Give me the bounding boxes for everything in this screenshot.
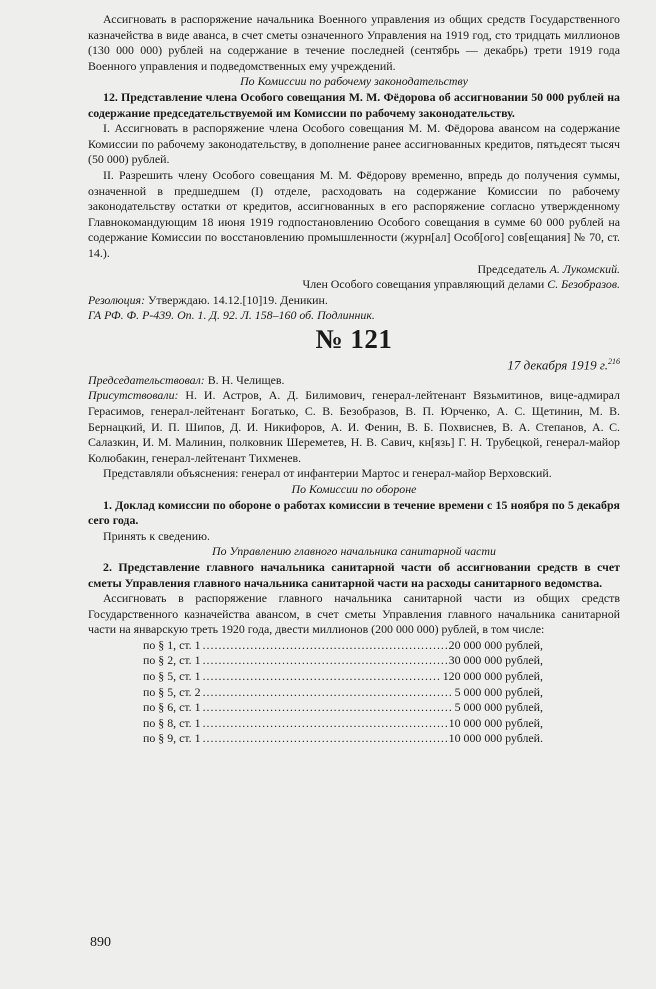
allocation-row <box>143 716 543 732</box>
attendees-label: Присутствовали: <box>88 388 179 403</box>
allocation-ref: по § 8, ст. 1 <box>143 715 201 730</box>
allocation-amount: 10 000 000 рублей, <box>448 715 543 730</box>
document-number: № 121 <box>315 323 393 354</box>
chair-line <box>88 373 620 389</box>
chair-label: Председательствовал: <box>88 372 205 387</box>
document-date-text: 17 декабря 1919 г. <box>507 357 608 373</box>
item-12-paragraph-1: I. Ассигновать в распоряжение члена Особого совещания М. М. Фёдорова авансом на содержание Комиссии по рабочему законодательству, в дополнение ранее ассигнованных кредитов, пятьдесят тысяч (50 000) рублей. <box>88 121 620 167</box>
dot-leader <box>203 653 447 669</box>
dot-leader <box>203 716 447 732</box>
signature-chairman-name: А. Лукомский. <box>549 261 620 276</box>
allocation-ref: по § 5, ст. 1 <box>143 669 201 684</box>
allocation-amount: 5 000 000 рублей, <box>454 700 543 715</box>
allocation-row <box>143 700 543 716</box>
signature-secretary-label: Член Особого совещания управляющий делами <box>302 277 545 292</box>
resolution-text: Утверждаю. 14.12.[10]19. Деникин. <box>148 292 328 307</box>
item-12-paragraph-2: II. Разрешить члену Особого совещания М. М. Фёдорову временно, впредь до получения суммы, означенной в предшедшем (I) отделе, расходовать на содержание Комиссии по рабочему законодательству остатки от кредитов, ассигнованных в его распоряжение согласно утвержденному Главнокомандующим 18 июня 1919 годпостановлению Особого совещания в сумме 60 000 рублей на содержание Комиссии по восстановлению промышленности (журн[ал] Особ[ого] сов[ещания] № 70, ст. 14.). <box>88 167 620 260</box>
item-1-heading: 1. Доклад комиссии по обороне о работах комиссии в течение времени с 15 ноября по 5 декабря сего года. <box>88 497 620 528</box>
page-content <box>88 12 620 747</box>
resolution-label: Резолюция: <box>88 292 146 307</box>
item-12-heading: 12. Представление члена Особого совещания М. М. Фёдорова об ассигновании 50 000 рублей на содержание председательствуемой им Комиссии по рабочему законодательству. <box>88 89 620 120</box>
resolution <box>88 293 620 309</box>
signature-chairman <box>88 262 620 278</box>
allocation-ref: по § 5, ст. 2 <box>143 684 201 699</box>
archive-reference: ГА РФ. Ф. Р-439. Оп. 1. Д. 92. Л. 158–160 об. Подлинник. <box>88 308 375 323</box>
attendees <box>88 388 620 466</box>
item-1-text: Принять к сведению. <box>103 528 210 543</box>
allocation-amount: 20 000 000 рублей, <box>448 637 543 652</box>
chair-name: В. Н. Челищев. <box>207 372 285 387</box>
section-heading-labor: По Комиссии по рабочему законодательству <box>240 74 468 89</box>
explanations-line: Представляли объяснения: генерал от инфантерии Мартос и генерал-майор Верховский. <box>103 466 552 481</box>
allocation-row <box>143 638 543 654</box>
item-2-text: Ассигновать в распоряжение главного начальника санитарной части из общих средств Государственного казначейства авансом, в счет сметы Управления главного начальника санитарной части на январскую треть 1920 года, двести миллионов (200 000 000) рублей, в том числе: <box>88 591 620 637</box>
dot-leader <box>203 731 447 747</box>
allocation-row <box>143 731 543 747</box>
footnote-marker: 216 <box>608 356 620 366</box>
allocation-list <box>143 638 543 747</box>
signature-chairman-label: Председатель <box>477 261 547 276</box>
page-number: 890 <box>90 935 111 950</box>
section-heading-sanitary: По Управлению главного начальника санитарной части <box>212 544 496 559</box>
dot-leader <box>203 685 453 701</box>
signature-secretary-name: С. Безобразов. <box>547 277 620 292</box>
allocation-ref: по § 6, ст. 1 <box>143 700 201 715</box>
allocation-row <box>143 669 543 685</box>
item-2-heading: 2. Представление главного начальника санитарной части об ассигновании средств в счет сметы Управления главного начальника санитарной части на расходы санитарного ведомства. <box>88 559 620 590</box>
allocation-ref: по § 1, ст. 1 <box>143 637 201 652</box>
attendees-list: Н. И. Астров, А. Д. Билимович, генерал-лейтенант Вязьмитинов, вице-адмирал Герасимов, генерал-лейтенант Богатько, С. В. Безобразов, В. П. Юрченко, А. С. Щетинин, М. В. Бернацкий, И. П. Шипов, Д. И. Никифоров, А. И. Фенин, В. Б. Похвиснев, В. А. Степанов, А. С. Салазкин, И. М. Малинин, полковник Шереметев, Н. В. Савич, кн[язь] Г. Н. Трубецкой, генерал-майор Колюбакин, генерал-лейтенант Тихменев. <box>88 388 620 465</box>
allocation-amount: 10 000 000 рублей. <box>448 731 543 746</box>
allocation-row <box>143 685 543 701</box>
section-heading-defense: По Комиссии по обороне <box>291 481 417 496</box>
dot-leader <box>203 700 453 716</box>
signature-secretary <box>88 277 620 293</box>
document-date <box>88 354 620 373</box>
allocation-amount: 5 000 000 рублей, <box>454 684 543 699</box>
allocation-amount: 120 000 000 рублей, <box>442 669 543 684</box>
allocation-ref: по § 2, ст. 1 <box>143 653 201 668</box>
top-paragraph: Ассигновать в распоряжение начальника Военного управления из общих средств Государственного казначейства в виде аванса, в счет сметы означенного Управления на 1919 год, сто тридцать миллионов (130 000 000) рублей на содержание в течение последней (сентябрь — декабрь) трети 1919 года Военного управления и подведомственных ему учреждений. <box>88 12 620 73</box>
dot-leader <box>203 638 447 654</box>
allocation-ref: по § 9, ст. 1 <box>143 731 201 746</box>
allocation-amount: 30 000 000 рублей, <box>448 653 543 668</box>
dot-leader <box>203 669 441 685</box>
allocation-row <box>143 653 543 669</box>
